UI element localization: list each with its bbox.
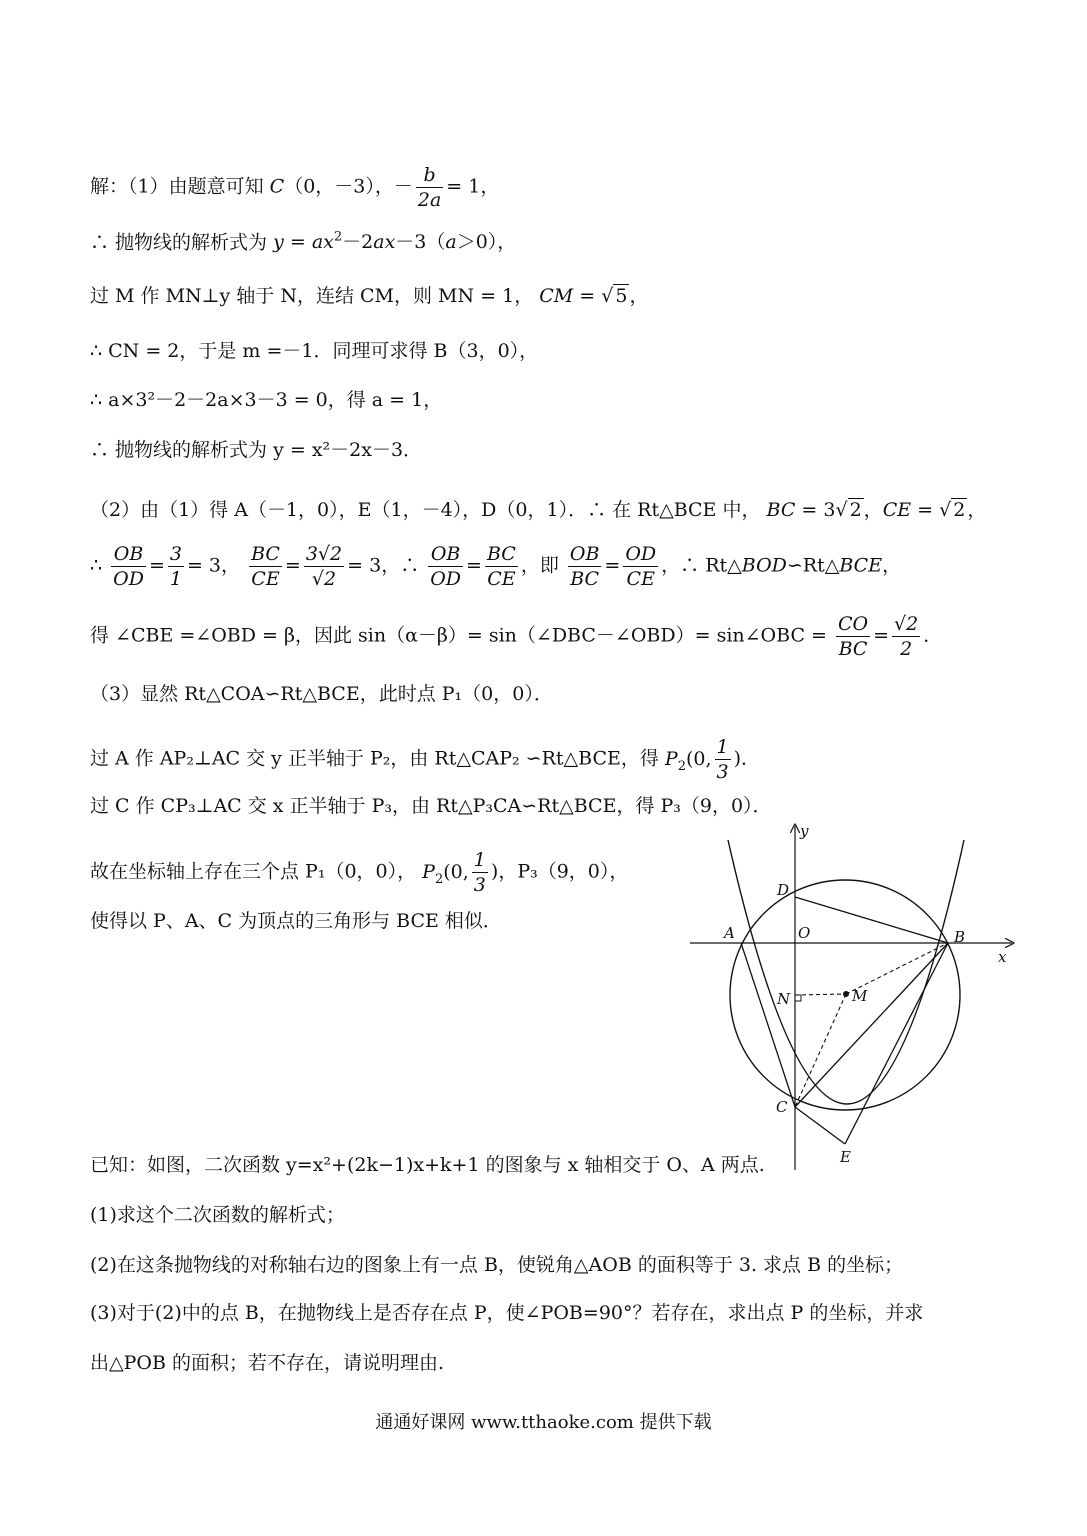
solution-line-10: （3）显然 Rt△COA∽Rt△BCE，此时点 P₁（0，0）．: [90, 683, 553, 705]
problem-q3-line1: (3)对于(2)中的点 B，在抛物线上是否存在点 P，使∠POB=90°？若存在，求出点 P 的坐标，并求: [90, 1302, 924, 1324]
solution-line-5: ∴ a×3²－2－2a×3－3 = 0，得 a = 1，: [90, 389, 443, 411]
label-n: N: [777, 990, 791, 1008]
solution-line-11: 过 A 作 AP₂⊥AC 交 y 正半轴于 P₂，由 Rt△CAP₂ ∽Rt△BCE，得 $P_2(0$, $\frac{1}{3}$ )．: [90, 736, 761, 783]
label-d: D: [777, 881, 790, 899]
solution-line-6: ∴ 抛物线的解析式为 y = x²－2x－3．: [90, 439, 423, 461]
label-e: E: [840, 1148, 851, 1166]
label-a: A: [724, 924, 735, 942]
solution-line-13: 故在坐标轴上存在三个点 P₁（0，0）， $P_2(0$, $\frac{1}{3}$ )，P₃（9，0），: [90, 849, 629, 896]
label-y: y: [800, 822, 809, 840]
solution-line-3: 过 M 作 MN⊥y 轴于 N，连结 CM，则 MN = 1， CM = √ 5 ，: [90, 285, 649, 307]
solution-line-7: （2）由（1）得 A（－1，0），E（1，－4），D（0，1）．∴ 在 Rt△BCE 中， BC = 3√ 2 ，CE = √ 2 ，: [90, 499, 987, 521]
label-o: O: [798, 924, 811, 942]
solution-line-12: 过 C 作 CP₃⊥AC 交 x 正半轴于 P₃，由 Rt△P₃CA∽Rt△BCE，得 P₃（9，0）．: [90, 795, 772, 817]
problem-intro: 已知：如图，二次函数 y=x²+(2k−1)x+k+1 的图象与 x 轴相交于 O、A 两点.: [90, 1154, 765, 1176]
label-x: x: [998, 948, 1007, 966]
solution-line-14: 使得以 P、A、C 为顶点的三角形与 BCE 相似．: [90, 910, 502, 932]
footer-credit: 通通好课网 www.tthaoke.com 提供下载: [375, 1412, 712, 1433]
problem-q1: (1)求这个二次函数的解析式；: [90, 1204, 345, 1226]
solution-line-2: ∴ 抛物线的解析式为 $y = ax^2-2ax-3(a>0)$，: [90, 230, 517, 254]
solution-line-8: ∴ $\frac{OB}{OD}$ = $\frac{3}{1}$ = 3， $\frac{BC}{CE}$ = $\frac{3√2}{√2}$ = 3，∴ $\frac{OB}{OD}$ = $\frac{BC}{CE}$ ，即 $\frac{OB}{BC}$ = $\frac{OD}{CE}$ ，∴ Rt△BOD∽Rt△BCE，: [90, 543, 902, 590]
label-b: B: [954, 928, 966, 946]
geometry-figure: [690, 820, 1020, 1170]
problem-q2: (2)在这条抛物线的对称轴右边的图象上有一点 B，使锐角△AOB 的面积等于 3. 求点 B 的坐标；: [90, 1254, 904, 1276]
solution-line-4: ∴ CN = 2，于是 m =－1．同理可求得 B（3，0），: [90, 340, 539, 362]
solution-line-9: 得 ∠CBE =∠OBD = β，因此 sin（α－β）= sin（∠DBC－∠OBD）= sin∠OBC = $\frac{CO}{BC}$ = $\frac{√2}{2}$ ．: [90, 613, 943, 660]
problem-q3-line2: 出△POB 的面积；若不存在，请说明理由.: [90, 1352, 445, 1374]
label-m: M: [852, 987, 868, 1005]
label-c: C: [776, 1098, 788, 1116]
solution-line-1: 解：（1）由题意可知 C（0，－3），－ $\frac{b}{2a}$ = 1，: [90, 164, 500, 211]
